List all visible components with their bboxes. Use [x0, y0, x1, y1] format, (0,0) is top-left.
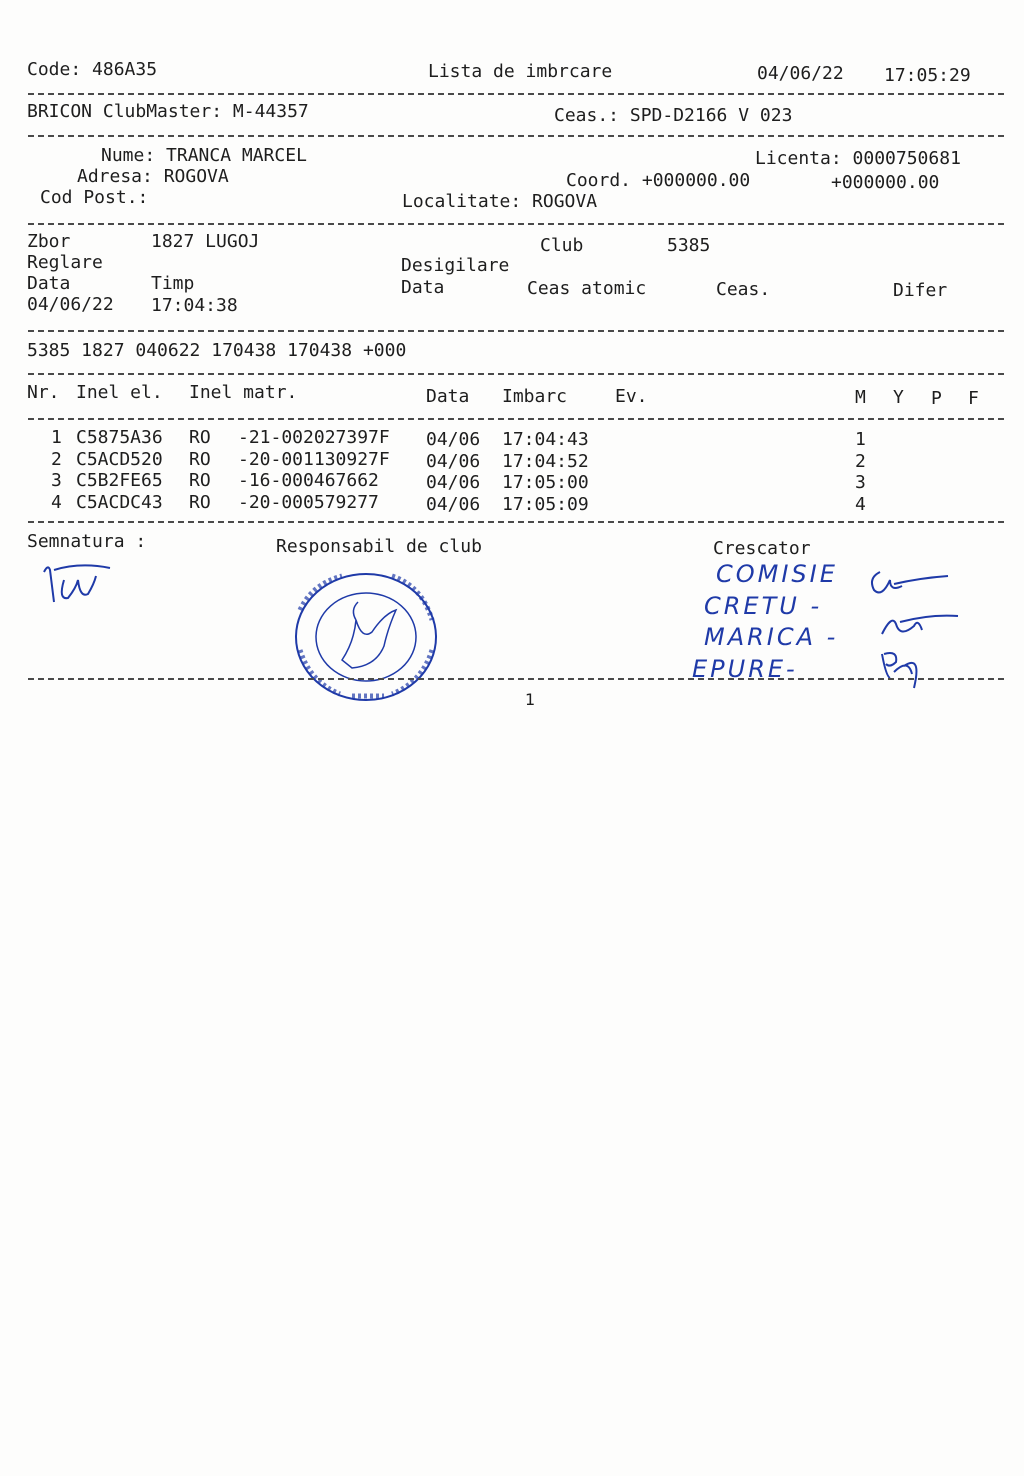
cell-inel-el: C5ACDC43 [76, 492, 163, 513]
cell-m: 3 [855, 472, 866, 493]
reglare-label: Reglare [27, 252, 103, 273]
col-inel-matr: Inel matr. [189, 382, 298, 403]
cell-m: 2 [855, 451, 866, 472]
summary-line: 5385 1827 040622 170438 170438 +000 [27, 340, 407, 361]
cell-matr: -20-000579277 [238, 492, 379, 513]
cell-country: RO [189, 449, 211, 470]
cell-matr: -16-000467662 [238, 470, 379, 491]
cell-m: 4 [855, 494, 866, 515]
cell-imbarc: 17:05:00 [502, 472, 589, 493]
data-label: Data [27, 273, 71, 294]
cell-data: 04/06 [426, 472, 481, 493]
cell-imbarc: 17:04:52 [502, 451, 589, 472]
divider [28, 373, 1004, 375]
handwritten-epure: EPURE- [692, 655, 798, 683]
cell-m: 1 [855, 429, 866, 450]
owner-name: Nume: TRANCA MARCEL [101, 145, 307, 166]
clubmaster-id: BRICON ClubMaster: M-44357 [27, 101, 309, 122]
divider [28, 521, 1004, 523]
license: Licenta: 0000750681 [755, 148, 961, 169]
col-ev: Ev. [615, 386, 648, 407]
reglare-date: 04/06/22 [27, 294, 114, 315]
cell-nr: 1 [51, 427, 62, 448]
cell-country: RO [189, 427, 211, 448]
cell-nr: 3 [51, 470, 62, 491]
divider [28, 678, 1004, 680]
flight-label: Zbor [27, 231, 71, 252]
cell-nr: 2 [51, 449, 62, 470]
club-responsible-label: Responsabil de club [276, 536, 482, 557]
col-nr: Nr. [27, 382, 60, 403]
locality: Localitate: ROGOVA [402, 191, 598, 212]
commission-signatures [860, 558, 960, 698]
atomic-clock-label: Ceas atomic [527, 278, 647, 299]
coordinates: Coord. +000000.00 [566, 170, 751, 191]
divider [28, 418, 1004, 420]
col-y: Y [893, 387, 904, 408]
header-date: 04/06/22 [757, 63, 844, 84]
club-stamp [292, 570, 440, 704]
postal-code: Cod Post.: [40, 187, 149, 208]
signature-scribble [40, 558, 120, 608]
col-f: F [968, 388, 979, 409]
cell-inel-el: C5B2FE65 [76, 470, 163, 491]
clock-label: Ceas. [716, 279, 771, 300]
cell-country: RO [189, 470, 211, 491]
owner-address: Adresa: ROGOVA [77, 166, 229, 187]
cell-data: 04/06 [426, 494, 481, 515]
cell-data: 04/06 [426, 429, 481, 450]
handwritten-commission: COMISIE [716, 560, 838, 588]
cell-data: 04/06 [426, 451, 481, 472]
cell-inel-el: C5ACD520 [76, 449, 163, 470]
data2-label: Data [401, 277, 445, 298]
difference-label: Difer [893, 280, 948, 301]
clock-id: Ceas.: SPD-D2166 V 023 [554, 105, 793, 126]
reglare-time: 17:04:38 [151, 295, 238, 316]
coordinates-2: +000000.00 [831, 172, 940, 193]
divider [28, 330, 1004, 332]
cell-imbarc: 17:05:09 [502, 494, 589, 515]
signature-label: Semnatura : [27, 531, 147, 552]
col-data: Data [426, 386, 470, 407]
header-time: 17:05:29 [884, 65, 971, 86]
cell-country: RO [189, 492, 211, 513]
cell-nr: 4 [51, 492, 62, 513]
cell-matr: -20-001130927F [238, 449, 390, 470]
cell-inel-el: C5875A36 [76, 427, 163, 448]
divider [28, 223, 1004, 225]
col-imbarc: Imbarc [502, 386, 568, 407]
cell-imbarc: 17:04:43 [502, 429, 589, 450]
club-label: Club [540, 235, 584, 256]
club-value: 5385 [667, 235, 711, 256]
handwritten-cretu: CRETU - [704, 592, 823, 620]
handwritten-marica: MARICA - [704, 623, 839, 651]
cell-matr: -21-002027397F [238, 427, 390, 448]
breeder-label: Crescator [713, 538, 811, 559]
code-label: Code: 486A35 [27, 59, 158, 80]
document-title: Lista de imbrcare [428, 61, 613, 82]
desigilare-label: Desigilare [401, 255, 510, 276]
divider [28, 93, 1004, 95]
flight-value: 1827 LUGOJ [151, 231, 260, 252]
page-number: 1 [525, 690, 536, 709]
col-p: P [931, 388, 942, 409]
timp-label: Timp [151, 273, 195, 294]
col-inel-el: Inel el. [76, 382, 163, 403]
col-m: M [855, 387, 866, 408]
divider [28, 135, 1004, 137]
